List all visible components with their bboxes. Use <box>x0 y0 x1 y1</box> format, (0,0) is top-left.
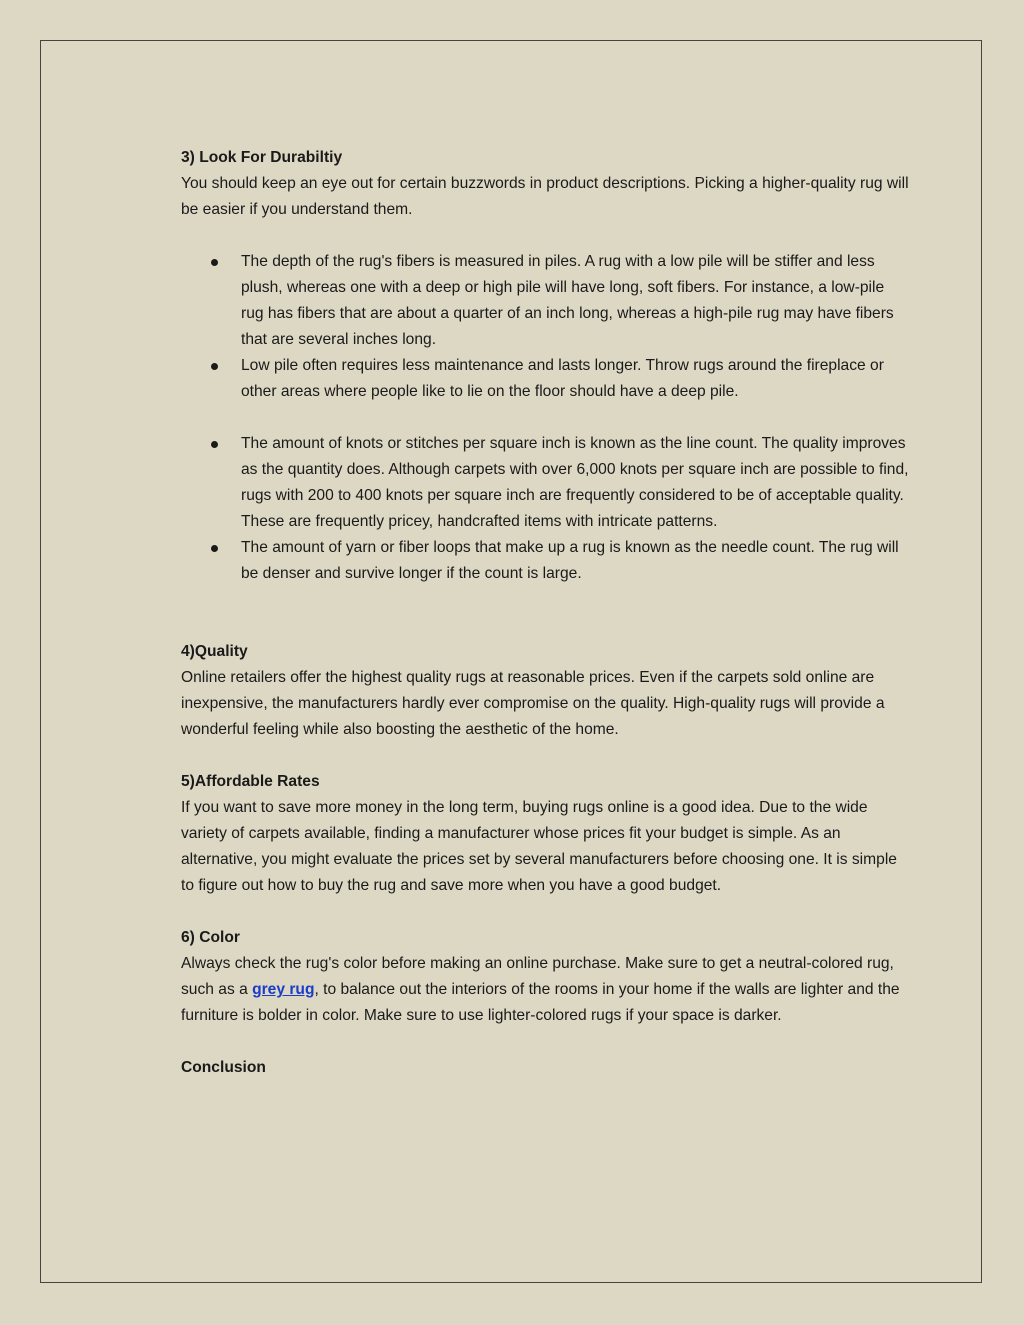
list-item <box>181 249 909 353</box>
bullet-icon <box>211 545 218 552</box>
section-heading-color: 6) Color <box>181 929 240 946</box>
color-body-before: Always check the rug's color before making an online purchase. Make sure to get a neutral-colored rug, such as a <box>181 955 894 998</box>
rates-body: If you want to save more money in the long term, buying rugs online is a good idea. Due to the wide variety of carpets available, finding a manufacturer whose prices fit your budget is simple. As an alternative, you might evaluate the prices set by several manufacturers before choosing one. It is simple to figure out how to buy the rug and save more when you have a good budget. <box>181 799 897 894</box>
color-body-after: , to balance out the interiors of the rooms in your home if the walls are lighter and the furniture is bolder in color. Make sure to use lighter-colored rugs if your space is darker. <box>181 981 900 1024</box>
section-heading-durability: 3) Look For Durabiltiy <box>181 149 343 166</box>
list-item <box>181 353 909 405</box>
grey-rug-link[interactable]: grey rug <box>252 981 315 998</box>
list-item-text: The amount of knots or stitches per square inch is known as the line count. The quality improves as the quantity does. Although carpets with over 6,000 knots per square inch are possible to find, rugs with 200 to 400 knots per square inch are frequently considered to be of acceptable quality. These are frequently pricey, handcrafted items with intricate patterns. <box>241 435 909 530</box>
list-item-text: Low pile often requires less maintenance and lasts longer. Throw rugs around the fireplace or other areas where people like to lie on the floor should have a deep pile. <box>241 357 884 400</box>
section-heading-rates: 5)Affordable Rates <box>181 773 320 790</box>
list-item <box>181 535 909 587</box>
durability-intro: You should keep an eye out for certain buzzwords in product descriptions. Picking a higher-quality rug will be easier if you understand them. <box>181 175 909 218</box>
bullet-icon <box>211 441 218 448</box>
list-item-text: The amount of yarn or fiber loops that make up a rug is known as the needle count. The rug will be denser and survive longer if the count is large. <box>241 539 899 582</box>
bullet-icon <box>211 363 218 370</box>
section-heading-conclusion: Conclusion <box>181 1059 266 1076</box>
list-item <box>181 431 909 535</box>
color-body <box>181 951 909 1029</box>
quality-body: Online retailers offer the highest quality rugs at reasonable prices. Even if the carpets sold online are inexpensive, the manufacturers hardly ever compromise on the quality. High-quality rugs will provide a wonderful feeling while also boosting the aesthetic of the home. <box>181 669 885 738</box>
list-item-text: The depth of the rug's fibers is measured in piles. A rug with a low pile will be stiffer and less plush, whereas one with a deep or high pile will have long, soft fibers. For instance, a low-pile rug has fibers that are about a quarter of an inch long, whereas a high-pile rug may have fibers that are several inches long. <box>241 253 894 348</box>
section-heading-quality: 4)Quality <box>181 643 248 660</box>
durability-list-piles <box>181 249 909 405</box>
document-body <box>181 145 909 1081</box>
bullet-icon <box>211 259 218 266</box>
durability-list-counts <box>181 431 909 587</box>
